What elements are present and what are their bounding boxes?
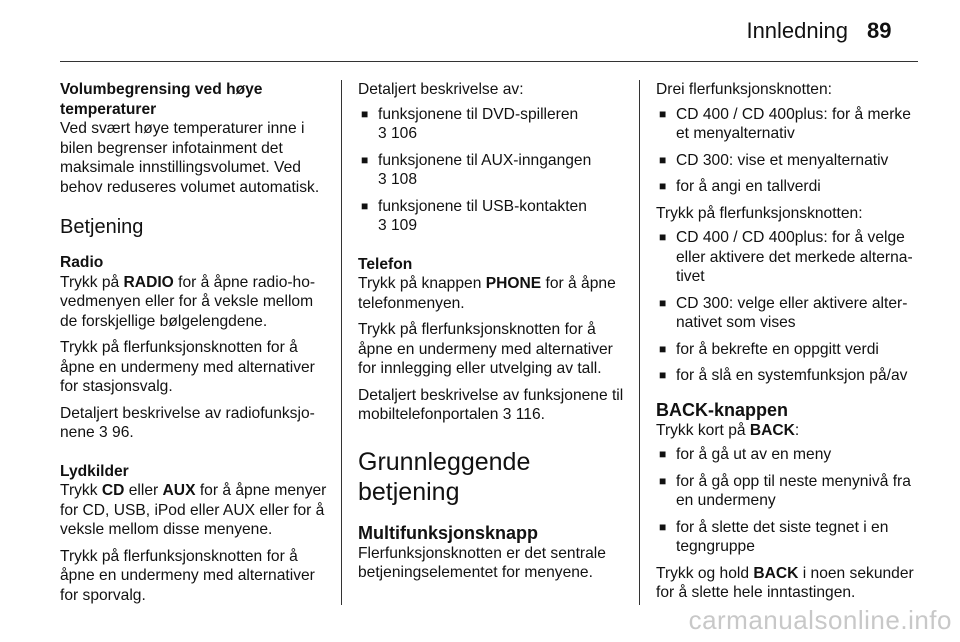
heading-multifunksjonsknapp: Multifunksjonsknapp [358,522,538,543]
page-reference: 3 116. [502,406,545,423]
list-item-text: for å angi en tallverdi [676,178,821,195]
text-fragment: : [794,421,800,439]
page-number: 89 [867,18,892,43]
text-fragment: Trykk kort på [656,421,750,439]
text-fragment: eller [124,482,163,499]
text-fragment: Detaljert beskrivelse av radiofunksjonene [60,404,315,441]
list-item [656,228,924,287]
para-trykk: Trykk på flerfunksjonsknotten: [656,204,863,222]
bullet-icon: ■ [659,368,667,382]
key-back: BACK [749,421,795,439]
list-item [358,197,626,236]
bullet-icon: ■ [659,230,667,244]
text-fragment: for å åpne telefonmenyen. [358,275,616,312]
column-1 [60,80,328,612]
key-cd: CD [101,482,125,499]
list-item-text: for å bekrefte en oppgitt verdi [676,340,879,358]
para-radio-2: Trykk på flerfunksjonsknotten for å åpne en undermeny med alternativer for stasjonsvalg. [60,339,315,395]
column-divider-1 [341,80,342,605]
para-detaljert: Detaljert beskrivelse av: [358,81,524,98]
key-back: BACK [753,564,799,582]
bullet-icon: ■ [659,447,667,461]
heading-telefon: Telefon [358,255,413,273]
list-item-text: CD 300: vise et menyalternativ [676,151,889,169]
column-2 [358,80,626,590]
bullet-icon: ■ [361,198,369,213]
list-item-text: for å gå ut av en meny [676,446,832,463]
list-item-text: funksjonene til USB-kontakten [378,197,587,215]
para-radio-3 [60,404,328,443]
list-item [656,366,924,386]
page-reference: 3 108 [378,171,418,188]
text-fragment: Trykk på knappen [358,275,486,292]
key-radio: RADIO [123,273,174,291]
watermark: carmanualsonline.info [688,605,952,635]
para-drei: Drei flerfunksjonsknotten: [656,81,832,98]
heading-betjening: Betjening [60,216,144,238]
list-item-text: funksjonene til AUX-inngangen [378,151,592,169]
page-reference: 3 106 [378,125,418,142]
text-fragment: i noen sekunder for å slette hele inntastingen. [656,564,914,601]
list-item [656,445,924,465]
para-lydkilder-2: Trykk på flerfunksjonsknotten for å åpne en undermeny med alternativer for sporvalg. [60,547,315,604]
bullet-icon: ■ [659,106,667,121]
detail-list [358,105,626,236]
text-fragment: Detaljert beskrivelse av funksjonene til mobiltelefonportalen [358,386,624,423]
text-fragment: Trykk og hold [656,564,754,582]
para-back [656,421,924,441]
column-divider-2 [639,80,640,605]
bullet-icon: ■ [361,152,369,167]
text-fragment: Trykk på [60,273,124,291]
text-fragment: for å åpne radio-hovedmenyen eller for å veksle mellom de forskjellige bølgelengdene. [60,273,316,330]
list-item-text: for å slå en systemfunksjon på/av [676,367,908,384]
para-radio-1 [60,273,328,332]
list-item-text: funksjonene til DVD-spilleren [378,105,579,123]
list-item [358,105,626,144]
trykk-list [656,228,924,386]
page-reference: 3 96. [99,424,134,441]
key-phone: PHONE [485,275,542,292]
para-telefon-2: Trykk på flerfunksjonsknotten for å åpne en undermeny med alternativer for innlegging eller utvelging av tall. [358,321,613,377]
bullet-icon: ■ [659,519,667,534]
para-hold [656,564,924,603]
page-reference: 3 109 [378,217,418,234]
bullet-icon: ■ [659,152,667,167]
key-aux: AUX [162,482,196,499]
list-item [656,472,924,511]
bullet-icon: ■ [659,295,667,310]
list-item-text: for å slette det siste tegnet i en tegngruppe [676,518,889,555]
list-item [656,177,924,197]
list-item [358,151,626,190]
column-3 [656,80,924,610]
list-item [656,518,924,557]
bullet-icon: ■ [659,179,667,193]
bullet-icon: ■ [659,473,667,488]
para-telefon-3 [358,386,626,425]
heading-back-knappen: BACK-knappen [656,399,789,420]
para-telefon-1 [358,274,626,313]
list-item [656,151,924,171]
list-item-text: CD 400 / CD 400plus: for å velge eller aktivere det merkede alternativet [676,229,913,285]
heading-grunnleggende: Grunnleggende betjening [358,447,531,506]
header-divider [60,61,918,62]
para-lydkilder-1 [60,481,328,540]
para-multifunksjon: Flerfunksjonsknotten er det sentrale betjeningselementet for menyene. [358,544,606,581]
heading-lydkilder: Lydkilder [60,462,129,480]
text-fragment: for å åpne menyer for CD, USB, iPod eller AUX eller for å veksle mellom disse menyene. [60,482,327,538]
bullet-icon: ■ [361,106,369,121]
heading-radio: Radio [60,254,104,271]
back-list [656,445,924,557]
list-item [656,105,924,144]
heading-volumbegrensing: Volumbegrensing ved høye temperaturer [60,81,263,118]
drei-list [656,105,924,197]
text-fragment: Trykk [60,482,102,499]
bullet-icon: ■ [659,341,667,356]
page-header-title: Innledning [746,18,848,43]
list-item [656,340,924,360]
list-item-text: CD 400 / CD 400plus: for å merke et menyalternativ [676,105,911,142]
para-volumbegrensing: Ved svært høye temperaturer inne i bilen begrenser infotainment det maksimale innstillingsvolumet. Ved behov reduseres volumet automatisk. [60,120,320,196]
list-item-text: for å gå opp til neste menynivå fra en undermeny [676,472,911,509]
list-item [656,294,924,333]
list-item-text: CD 300: velge eller aktivere alternativet som vises [676,294,908,331]
